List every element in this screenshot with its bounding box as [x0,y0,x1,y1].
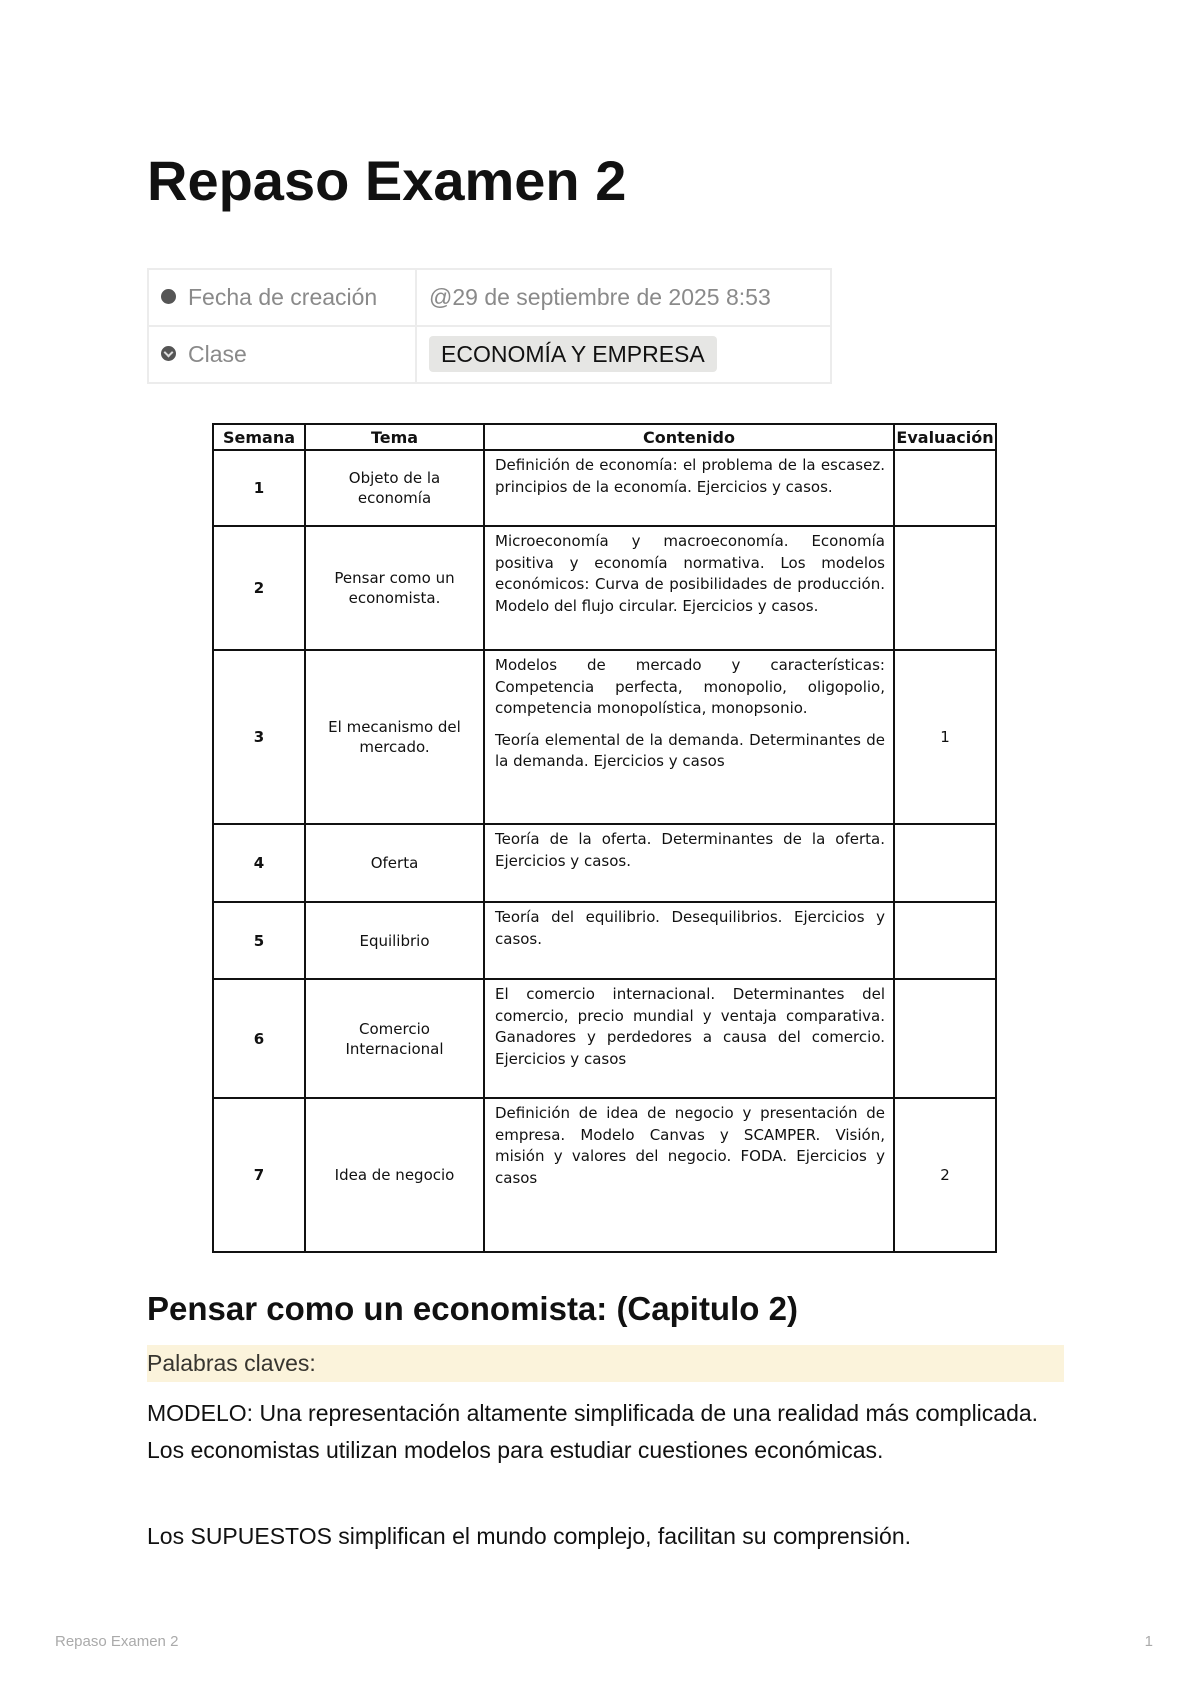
contenido-text: Definición de economía: el problema de la escasez. principios de la economía. Ejercicios y casos. [495,456,885,496]
table-row [213,526,996,650]
property-row-clase [148,326,831,383]
cell-tema: Objeto de la economía [305,450,484,526]
footer-title: Repaso Examen 2 [55,1633,179,1650]
paragraph-modelo: MODELO: Una representación altamente simplificada de una realidad más complicada. Los economistas utilizan modelos para estudiar cuestiones económicas. [147,1400,1039,1463]
cell-tema: El mecanismo del mercado. [305,650,484,824]
cell-semana: 6 [213,979,305,1098]
cell-semana: 4 [213,824,305,902]
table-row [213,650,996,824]
contenido-text: Teoría elemental de la demanda. Determinantes de la demanda. Ejercicios y casos [495,730,885,770]
cell-semana: 2 [213,526,305,650]
cell-evaluacion [894,526,996,650]
cell-evaluacion [894,824,996,902]
property-label: Fecha de creación [188,284,378,310]
contenido-text: Teoría del equilibrio. Desequilibrios. Ejercicios y casos. [495,908,885,948]
contenido-text: El comercio internacional. Determinantes del comercio, precio mundial y ventaja comparativa. Ganadores y perdedores a causa del comercio. Ejercicios y casos [495,985,885,1068]
cell-tema: Comercio Internacional [305,979,484,1098]
cell-evaluacion: 2 [894,1098,996,1252]
page-title: Repaso Examen 2 [147,149,627,212]
contenido-text: Teoría de la oferta. Determinantes de la oferta. Ejercicios y casos. [495,830,885,870]
table-row [213,979,996,1098]
cell-contenido [484,824,894,902]
cell-semana: 1 [213,450,305,526]
cell-tema: Oferta [305,824,484,902]
class-tag[interactable]: ECONOMÍA Y EMPRESA [429,336,717,372]
cell-evaluacion [894,450,996,526]
col-header-evaluacion: Evaluación [894,424,996,450]
keywords-callout: Palabras claves: [147,1345,1064,1382]
section-heading: Pensar como un economista: (Capitulo 2) [147,1290,798,1327]
cell-contenido [484,450,894,526]
cell-contenido [484,650,894,824]
property-row-fecha [148,269,831,326]
cell-semana: 3 [213,650,305,824]
contenido-text: Microeconomía y macroeconomía. Economía positiva y economía normativa. Los modelos económicos: Curva de posibilidades de producción. Modelo del flujo circular. Ejercicios y casos. [495,532,885,615]
cell-contenido [484,902,894,979]
cell-semana: 7 [213,1098,305,1252]
cell-semana: 5 [213,902,305,979]
cell-contenido [484,526,894,650]
table-row [213,450,996,526]
table-row [213,824,996,902]
property-label: Clase [188,341,247,367]
cell-evaluacion: 1 [894,650,996,824]
paragraph-supuestos: Los SUPUESTOS simplifican el mundo complejo, facilitan su comprensión. [147,1523,912,1549]
cell-evaluacion [894,902,996,979]
col-header-tema: Tema [305,424,484,450]
cell-tema: Pensar como un economista. [305,526,484,650]
schedule-table [212,423,997,1253]
cell-evaluacion [894,979,996,1098]
properties-table [147,268,832,384]
cell-tema: Equilibrio [305,902,484,979]
cell-tema: Idea de negocio [305,1098,484,1252]
select-icon [161,346,176,361]
footer-page-number: 1 [1144,1633,1153,1650]
col-header-contenido: Contenido [484,424,894,450]
table-row [213,902,996,979]
cell-contenido [484,1098,894,1252]
clock-icon [161,289,176,304]
property-value[interactable]: @29 de septiembre de 2025 8:53 [416,269,831,326]
cell-contenido [484,979,894,1098]
contenido-text: Definición de idea de negocio y presentación de empresa. Modelo Canvas y SCAMPER. Visión, misión y valores del negocio. FODA. Ejercicios y casos [495,1104,885,1187]
contenido-text: Modelos de mercado y características: Competencia perfecta, monopolio, oligopolio, competencia monopolística, monopsonio. [495,656,885,717]
col-header-semana: Semana [213,424,305,450]
table-row [213,1098,996,1252]
